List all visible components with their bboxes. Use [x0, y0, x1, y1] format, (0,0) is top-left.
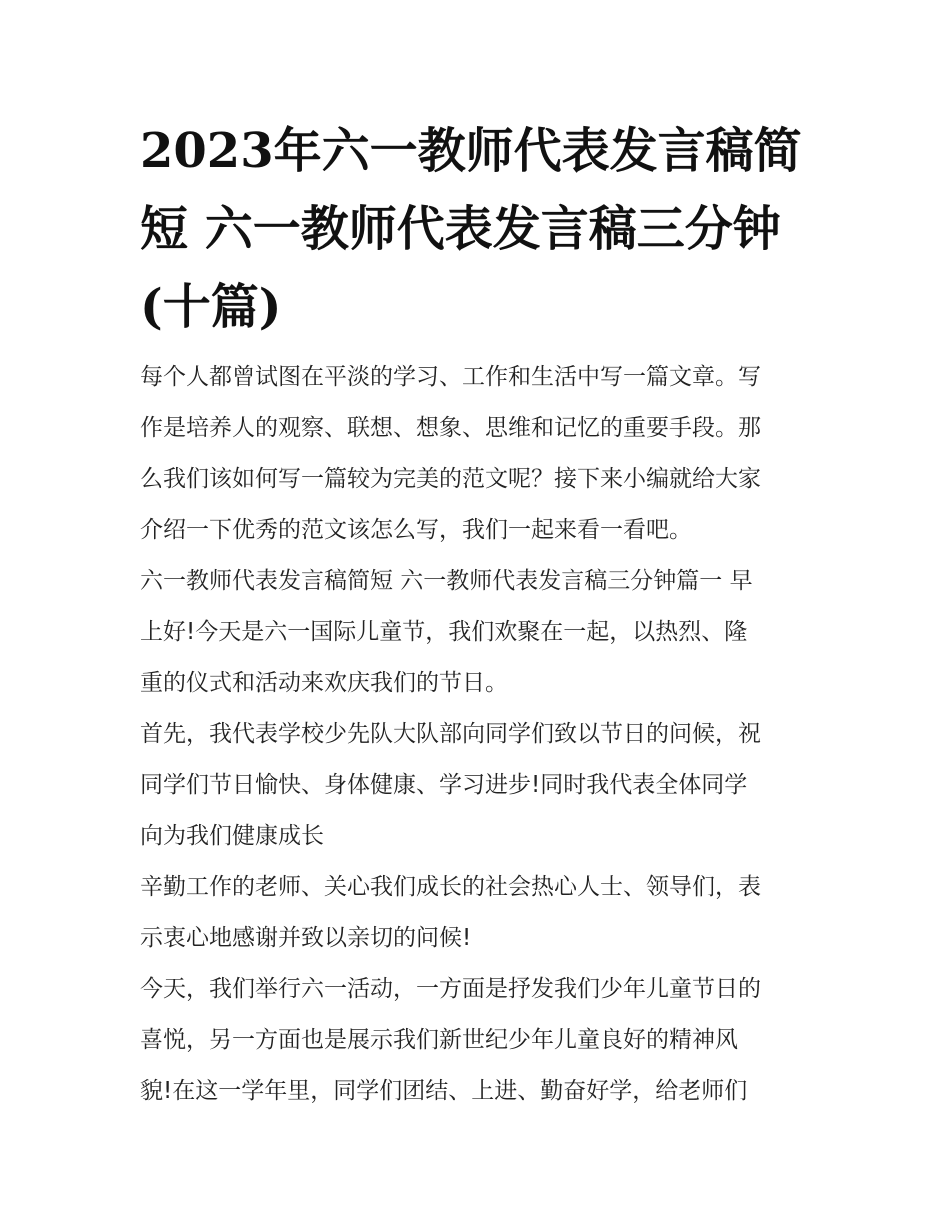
body-line: 作是培养人的观察、联想、想象、思维和记忆的重要手段。那 [140, 415, 761, 441]
body-line: 六一教师代表发言稿简短 六一教师代表发言稿三分钟篇一 早 [140, 568, 753, 594]
body-line: 喜悦，另一方面也是展示我们新世纪少年儿童良好的精神风 [140, 1027, 738, 1053]
document-body [140, 352, 820, 1117]
body-line: 重的仪式和活动来欢庆我们的节日。 [140, 670, 508, 696]
body-line: 示衷心地感谢并致以亲切的问候! [140, 925, 472, 951]
body-line: 上好!今天是六一国际儿童节，我们欢聚在一起，以热烈、隆 [140, 619, 748, 645]
title-line: (十篇) [140, 279, 282, 335]
body-line: 辛勤工作的老师、关心我们成长的社会热心人士、领导们，表 [140, 874, 761, 900]
document-title [140, 112, 820, 346]
title-line: 2023年六一教师代表发言稿简 [140, 123, 802, 179]
body-line: 介绍一下优秀的范文该怎么写，我们一起来看一看吧。 [140, 517, 692, 543]
body-line: 首先，我代表学校少先队大队部向同学们致以节日的问候，祝 [140, 721, 761, 747]
body-line: 今天，我们举行六一活动，一方面是抒发我们少年儿童节日的 [140, 976, 761, 1002]
title-line: 短 六一教师代表发言稿三分钟 [140, 201, 781, 257]
body-line: 貌!在这一学年里，同学们团结、上进、勤奋好学，给老师们 [140, 1078, 748, 1104]
body-line: 向为我们健康成长 [140, 823, 324, 849]
body-line: 同学们节日愉快、身体健康、学习进步!同时我代表全体同学 [140, 772, 748, 798]
body-line: 每个人都曾试图在平淡的学习、工作和生活中写一篇文章。写 [140, 364, 761, 390]
body-line: 么我们该如何写一篇较为完美的范文呢？接下来小编就给大家 [140, 466, 761, 492]
